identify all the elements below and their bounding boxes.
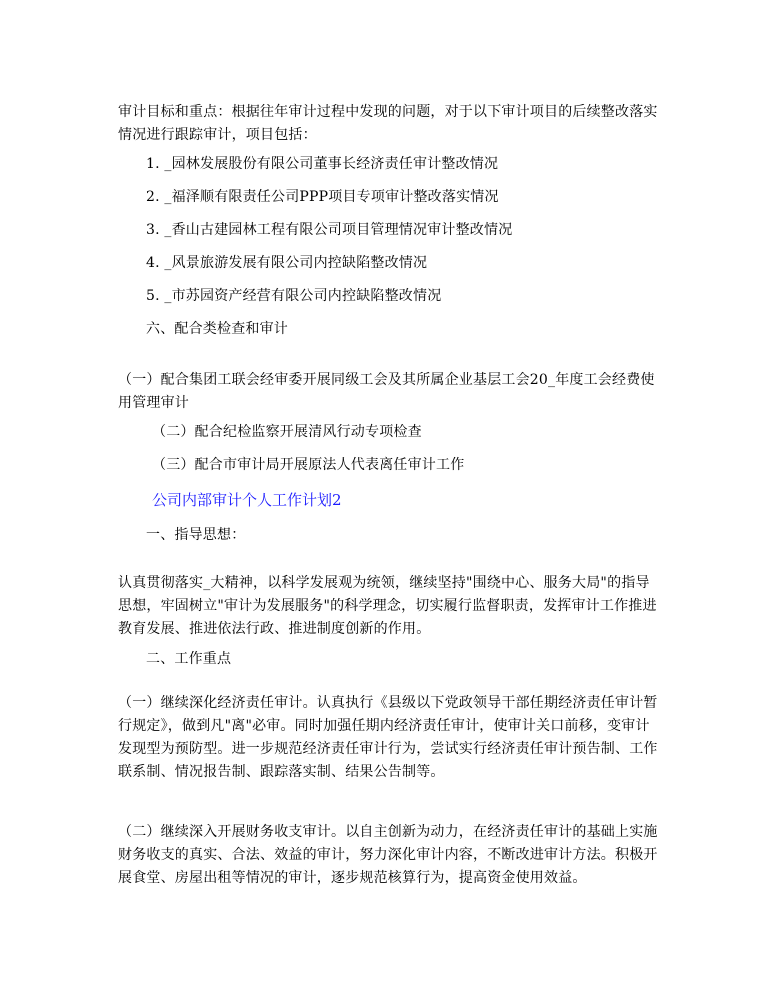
list-item-2: 2. _福泽顺有限责任公司PPP项目专项审计整改落实情况 [146,189,499,205]
intro-paragraph: 审计目标和重点：根据往年审计过程中发现的问题，对于以下审计项目的后续整改落实情况进行跟踪审计，项目包括： [118,104,658,143]
guide-paragraph: 认真贯彻落实_大精神，以科学发展观为统领，继续坚持"围绕中心、服务大局"的指导思想，牢固树立"审计为发展服务"的科学理念，切实履行监督职责，发挥审计工作推进教育发展、推进依法行政、推进制度创新的作用。 [118,575,657,637]
plan2-title: 公司内部审计个人工作计划2 [152,491,342,509]
focus-paragraph-2: （二）继续深入开展财务收支审计。以自主创新为动力，在经济责任审计的基础上实施财务收支的真实、合法、效益的审计，努力深化审计内容，不断改进审计方法。积极开展食堂、房屋出租等情况的审计，逐步规范核算行为，提高资金使用效益。 [118,824,658,886]
sub-item-1: （一）配合集团工联会经审委开展同级工会及其所属企业基层工会20_年度工会经费使用管理审计 [118,372,655,411]
list-item-1: 1. _园林发展股份有限公司董事长经济责任审计整改情况 [146,156,499,172]
list-item-3: 3. _香山古建园林工程有限公司项目管理情况审计整改情况 [146,222,513,238]
sub-item-2: （二）配合纪检监察开展清风行动专项检查 [152,424,422,440]
guide-heading: 一、指导思想： [146,527,246,543]
section-six-heading: 六、配合类检查和审计 [146,321,288,337]
list-item-4: 4. _风景旅游发展有限公司内控缺陷整改情况 [146,255,428,271]
sub-item-3: （三）配合市审计局开展原法人代表离任审计工作 [152,457,465,473]
focus-paragraph-1: （一）继续深化经济责任审计。认真执行《县级以下党政领导干部任期经济责任审计暂行规定》，做到凡"离"必审。同时加强任期内经济责任审计，使审计关口前移，变审计发现型为预防型。进一步规范经济责任审计行为，尝试实行经济责任审计预告制、工作联系制、情况报告制、跟踪落实制、结果公告制等。 [118,695,658,780]
list-item-5: 5. _市苏园资产经营有限公司内控缺陷整改情况 [146,288,442,304]
focus-heading: 二、工作重点 [146,651,232,667]
